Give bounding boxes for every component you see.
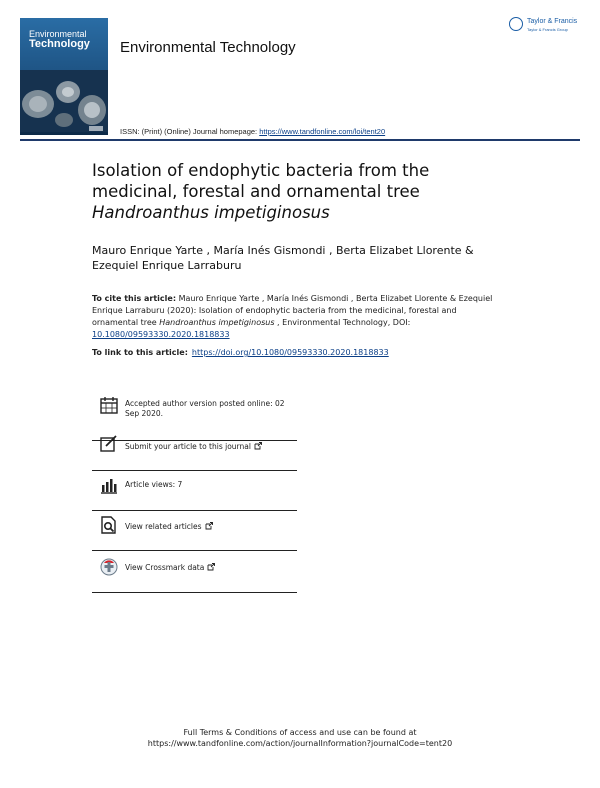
author-list (92, 243, 512, 273)
submit-article-row[interactable] (92, 440, 297, 471)
external-link-icon (207, 563, 215, 571)
issn-line (120, 127, 385, 136)
link-label: To link to this article: (92, 348, 188, 357)
crossmark-link[interactable] (125, 563, 293, 573)
submit-article-link[interactable] (125, 442, 293, 452)
title-line-2: medicinal, forestal and ornamental tree (92, 182, 420, 201)
accepted-version-row (92, 393, 297, 441)
cover-microscopy-image (20, 70, 108, 132)
publisher-logo-icon (509, 17, 523, 31)
crossmark-row[interactable] (92, 550, 297, 593)
cover-title-line2: Technology (29, 38, 90, 51)
footer-line-1: Full Terms & Conditions of access and use can be found at (183, 728, 417, 737)
citation-block (92, 293, 502, 341)
related-articles-link[interactable] (125, 522, 293, 532)
publisher-name: Taylor & Francis (527, 18, 578, 25)
crossmark-icon (100, 558, 118, 576)
cover-title-line1: Environmental (29, 29, 87, 39)
authors-line-2: Ezequiel Enrique Larraburu (92, 259, 242, 272)
footer-terms (0, 727, 600, 749)
journal-cover (20, 18, 108, 135)
related-articles-icon (100, 516, 118, 534)
citation-species: Handroanthus impetiginosus (159, 318, 275, 327)
article-doi-url[interactable]: https://doi.org/10.1080/09593330.2020.1818833 (191, 348, 389, 357)
cover-publisher-mark (89, 126, 103, 131)
calendar-icon (100, 396, 118, 414)
related-articles-row[interactable] (92, 510, 297, 551)
journal-name[interactable]: Environmental Technology (120, 39, 296, 56)
title-line-3: Handroanthus impetiginosus (92, 203, 330, 222)
footer-url[interactable]: https://www.tandfonline.com/action/journalInformation?journalCode=tent20 (147, 739, 453, 748)
citation-text: Mauro Enrique Yarte , María Inés Gismondi , Berta Elizabet Llorente & Ezequiel Enrique Larraburu (2020): Isolation of endophytic bacteria from the medicinal, forestal and ornamental tree (92, 294, 493, 327)
journal-homepage-link[interactable]: https://www.tandfonline.com/loi/tent20 (259, 127, 386, 136)
external-link-icon (205, 522, 213, 530)
edit-icon (100, 435, 118, 453)
article-views-text: Article views: 7 (125, 480, 183, 489)
issn-label: ISSN: (Print) (Online) Journal homepage: (120, 127, 260, 136)
cover-title (29, 30, 90, 51)
citation-doi-link[interactable]: 10.1080/09593330.2020.1818833 (92, 330, 230, 339)
article-link-line (92, 348, 512, 357)
publisher-group: Taylor & Francis Group (527, 27, 568, 32)
title-line-1: Isolation of endophytic bacteria from the (92, 161, 430, 180)
bar-chart-icon (100, 476, 118, 494)
external-link-icon (254, 442, 262, 450)
citation-label: To cite this article: (92, 294, 177, 303)
submit-article-text: Submit your article to this journal (125, 442, 251, 451)
accepted-line-2: Sep 2020. (125, 409, 163, 418)
citation-text-after: , Environmental Technology, DOI: (274, 318, 411, 327)
accepted-line-1: Accepted author version posted online: 02 (125, 399, 285, 408)
header-divider (20, 139, 580, 141)
article-views-row (92, 470, 297, 511)
accepted-version-text (125, 399, 293, 419)
related-articles-text: View related articles (125, 522, 202, 531)
article-title (92, 160, 532, 223)
publisher-logo[interactable] (509, 17, 587, 35)
crossmark-text: View Crossmark data (125, 563, 205, 572)
authors-line-1: Mauro Enrique Yarte , María Inés Gismondi , Berta Elizabet Llorente & (92, 244, 474, 257)
